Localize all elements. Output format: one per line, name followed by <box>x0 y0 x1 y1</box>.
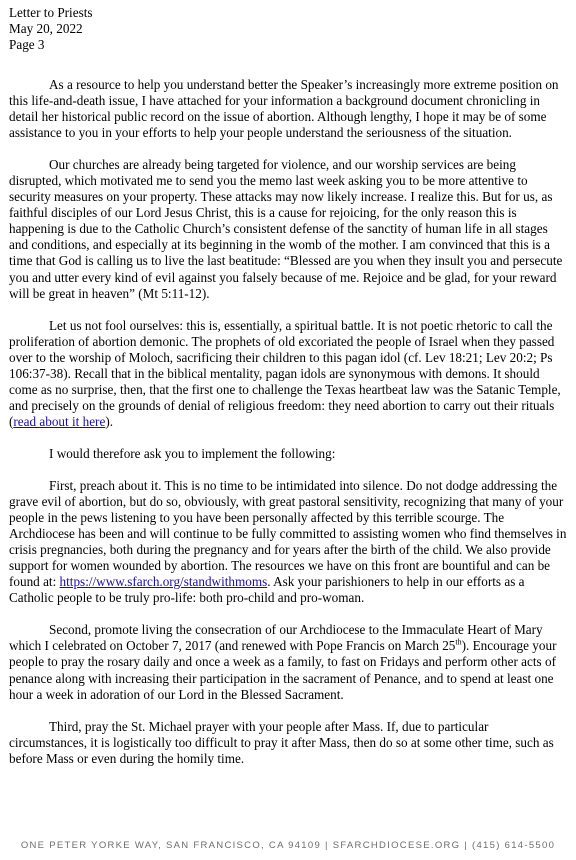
header-title: Letter to Priests <box>9 5 93 20</box>
header-page-number: Page 3 <box>9 37 45 52</box>
paragraph-spiritual-battle <box>9 318 567 430</box>
letter-body <box>9 77 567 783</box>
standwithmoms-link[interactable]: https://www.sfarch.org/standwithmoms <box>59 574 268 590</box>
paragraph-text: . Ask your parishioners to help in our efforts as a Catholic people to be truly pro-life: both pro-child and pro-woman. <box>9 574 525 606</box>
read-about-it-link[interactable]: read about it here <box>13 413 106 429</box>
letterhead-footer: ONE PETER YORKE WAY, SAN FRANCISCO, CA 94109 | SFARCHDIOCESE.ORG | (415) 614-5500 <box>20 840 556 851</box>
paragraph-text: ). <box>105 413 114 429</box>
paragraph-preach <box>9 478 567 606</box>
paragraph-text: Let us not fool ourselves: this is, essentially, a spiritual battle. It is not poetic rhetoric to call the proliferation of abortion demonic. The prophets of old excoriated the people of Israel when they passed over to the worship of Moloch, sacrificing their children to this pagan idol (cf. Lev 18:21; Lev 20:2; Ps 106:37-38). Recall that in the biblical mentality, pagan idols are synonymous with demons. It should come as no surprise, then, that the first one to challenge the Texas heartbeat law was the Satanic Temple, and precisely on the grounds of denial of religious freedom: they need abortion to carry out their rituals ( <box>9 317 561 429</box>
paragraph-resource: As a resource to help you understand better the Speaker’s increasingly more extreme position on this life-and-death issue, I have attached for your information a background document chronicling in detail her historical public record on the issue of abortion. Although lengthy, I hope it may be of some assistance to you in your efforts to help your people understand the seriousness of the situation. <box>9 77 559 141</box>
paragraph-violence: Our churches are already being targeted for violence, and our worship services are being disrupted, which motivated me to send you the memo last week asking you to be more attentive to security measures on your property. These attacks may now likely increase. I realize this. But for us, as faithful disciples of our Lord Jesus Christ, this is a cause for rejoicing, for the only reason this is happening is due to the Catholic Church’s consistent defense of the sanctity of human life in all stages and conditions, and especially at its beginning in the womb of the mother. I am convinced that this is a time that God is calling us to live the last beatitude: “Blessed are you when they insult you and persecute you and utter every kind of evil against you falsely because of me. Rejoice and be glad, for your reward will be great in heaven” (Mt 5:11-12). <box>9 157 563 301</box>
paragraph-implement: I would therefore ask you to implement the following: <box>49 445 336 461</box>
header-date: May 20, 2022 <box>9 21 83 36</box>
paragraph-text: ). Encourage your people to pray the rosary daily and once a week as a family, to fast on Fridays and perform other acts of penance along with increasing their participation in the sacrament of Penance, and to spend at least one hour a week in adoration of our Lord in the Blessed Sacrament. <box>9 638 557 702</box>
paragraph-text: First, preach about it. This is no time to be intimidated into silence. Do not dodge addressing the grave evil of abortion, but do so, obviously, with great pastoral sensitivity, recognizing that many of your people in the pews listening to you have been personally affected by this terrible scourge. The Archdiocese has been and will continue to be fully committed to assisting women who find themselves in crisis pregnancies, both during the pregnancy and for years after the birth of the child. We also provide support for women wounded by abortion. The resources we have on this front are bountiful and can be found at: <box>9 477 567 590</box>
ordinal-superscript: th <box>455 638 462 648</box>
paragraph-text: Second, promote living the consecration of our Archdiocese to the Immaculate Heart of Mary which I celebrated on October 7, 2017 (and renewed with Pope Francis on March 25 <box>9 622 543 654</box>
paragraph-st-michael: Third, pray the St. Michael prayer with your people after Mass. If, due to particular circumstances, it is logistically too difficult to pray it after Mass, then do so at some other time, such as before Mass or even during the homily time. <box>9 718 554 766</box>
letter-header <box>9 5 93 53</box>
paragraph-consecration <box>9 622 567 702</box>
